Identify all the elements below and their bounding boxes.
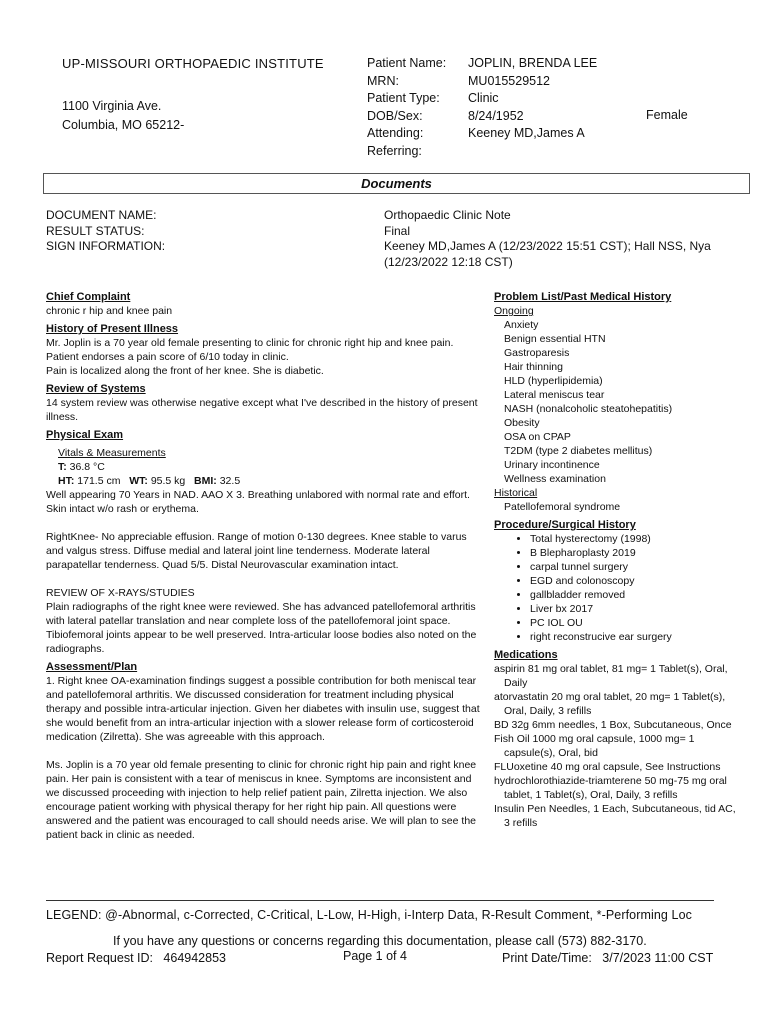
xray-heading: REVIEW OF X-RAYS/STUDIES xyxy=(46,587,195,599)
temp-value: 36.8 °C xyxy=(69,461,105,473)
assessment-plan-paragraph-1: 1. Right knee OA-examination findings suggest a possible contribution for both meniscal tear and patellofemoral arthritis. We discussed consideration for treatment including physical therapy and possible intra-articular injection. Given her diabetes with insulin use, suggest that she would benefit from an intra-articular injection with a slower release form of corticosteroid medication (Zilretta). She was agreeable with this approach. xyxy=(46,675,480,743)
address-line-2: Columbia, MO 65212- xyxy=(62,117,185,132)
bmi-label: BMI: xyxy=(194,475,217,487)
list-item: Patellofemoral syndrome xyxy=(504,501,621,513)
medications-heading: Medications xyxy=(494,649,558,661)
list-item: Anxiety xyxy=(504,319,539,331)
organization-address xyxy=(62,97,184,134)
patient-type-value: Clinic xyxy=(468,91,499,105)
list-item: Hair thinning xyxy=(504,361,563,373)
footer-divider xyxy=(46,900,714,901)
list-item: • EGD and colonoscopy xyxy=(530,574,744,588)
list-item: Obesity xyxy=(504,417,540,429)
list-item: Wellness examination xyxy=(504,473,606,485)
vitals-temperature xyxy=(46,460,486,474)
height-label: HT: xyxy=(58,475,75,487)
list-item: • Total hysterectomy (1998) xyxy=(530,532,744,546)
document-name-label: DOCUMENT NAME: xyxy=(46,208,157,222)
document-name-value: Orthopaedic Clinic Note xyxy=(384,208,511,222)
procedure-history-heading: Procedure/Surgical History xyxy=(494,519,636,531)
weight-label: WT: xyxy=(129,475,148,487)
medications-list xyxy=(494,662,744,830)
print-value: 3/7/2023 11:00 CST xyxy=(602,951,714,965)
bmi-value: 32.5 xyxy=(219,475,241,487)
list-item: HLD (hyperlipidemia) xyxy=(504,375,603,387)
xray-text: Plain radiographs of the right knee were reviewed. She has advanced patellofemoral arthritis with lateral patellar translation and near complete loss of the patellofemoral joint space. Tibiofemoral joints appear to be well preserved. Intra-articular loose bodies also noted on the radiographs. xyxy=(46,601,477,655)
list-item: BD 32g 6mm needles, 1 Box, Subcutaneous, Once xyxy=(494,719,732,731)
vitals-measurements xyxy=(46,474,486,488)
temp-label: T: xyxy=(58,461,67,473)
patient-info-values xyxy=(468,55,597,143)
print-label: Print Date/Time: xyxy=(502,951,592,965)
list-item: • carpal tunnel surgery xyxy=(530,560,744,574)
problem-list-heading: Problem List/Past Medical History xyxy=(494,291,672,303)
list-item: • Liver bx 2017 xyxy=(530,602,744,616)
attending-label: Attending: xyxy=(367,126,424,140)
clinical-note-left-column xyxy=(46,290,486,842)
pe-general-text: Well appearing 70 Years in NAD. AAO X 3. Breathing unlabored with normal rate and effort. Skin intact w/o rash or erythema. xyxy=(46,489,470,515)
list-item: aspirin 81 mg oral tablet, 81 mg= 1 Tablet(s), Oral, Daily xyxy=(494,663,728,689)
dob-sex-label: DOB/Sex: xyxy=(367,108,423,123)
report-id-label: Report Request ID: xyxy=(46,951,153,965)
document-meta-labels xyxy=(46,208,165,255)
sex-value: Female xyxy=(646,108,688,122)
vitals-heading: Vitals & Measurements xyxy=(58,447,166,459)
list-item: Lateral meniscus tear xyxy=(504,389,605,401)
historical-label: Historical xyxy=(494,487,538,499)
dob-value: 8/24/1952 xyxy=(468,108,524,123)
list-item: FLUoxetine 40 mg oral capsule, See Instructions xyxy=(494,761,721,773)
organization-name: UP-MISSOURI ORTHOPAEDIC INSTITUTE xyxy=(62,56,324,71)
mrn-value: MU015529512 xyxy=(468,73,551,88)
list-item: atorvastatin 20 mg oral tablet, 20 mg= 1 Tablet(s), Oral, Daily, 3 refills xyxy=(494,691,726,717)
list-item: Benign essential HTN xyxy=(504,333,606,345)
list-item: Urinary incontinence xyxy=(504,459,600,471)
chief-complaint-heading: Chief Complaint xyxy=(46,291,131,303)
report-request-id xyxy=(46,951,226,965)
list-item: NASH (nonalcoholic steatohepatitis) xyxy=(504,403,673,415)
patient-info-labels xyxy=(367,55,446,160)
result-status-label: RESULT STATUS: xyxy=(46,223,145,238)
assessment-plan-paragraph-2: Ms. Joplin is a 70 year old female presenting to clinic for chronic right hip pain and right knee pain. Her pain is consistent with a tear of meniscus in knee. Symptoms are inconsistent and we discussed proceeding with injection to help relief patient pain, Zilretta injection. We also encourage patient working with physical therapy for her right hip pain. All questions were answered and the patient was encouraged to call should needs arise. We will plan to see the patient back in clinic as needed. xyxy=(46,759,477,841)
referring-label: Referring: xyxy=(367,143,422,158)
document-meta-values xyxy=(384,208,724,270)
hpi-paragraph-1: Mr. Joplin is a 70 year old female presenting to clinic for chronic right hip and knee pain. Patient endorses a pain score of 6/10 today in clinic. xyxy=(46,337,454,363)
sign-info-value: Keeney MD,James A (12/23/2022 15:51 CST); Hall NSS, Nya (12/23/2022 12:18 CST) xyxy=(384,239,711,269)
list-item: OSA on CPAP xyxy=(504,431,571,443)
ongoing-problems-list xyxy=(494,318,744,486)
hpi-paragraph-2: Pain is localized along the front of her knee. She is diabetic. xyxy=(46,365,324,377)
contact-text: If you have any questions or concerns regarding this documentation, please call (573) 882-3170. xyxy=(113,934,647,948)
ros-heading: Review of Systems xyxy=(46,383,146,395)
procedure-list xyxy=(494,532,744,644)
list-item: • PC IOL OU xyxy=(530,616,744,630)
assessment-plan-heading: Assessment/Plan xyxy=(46,661,138,673)
physical-exam-heading: Physical Exam xyxy=(46,429,124,441)
list-item: T2DM (type 2 diabetes mellitus) xyxy=(504,445,653,457)
attending-value: Keeney MD,James A xyxy=(468,126,585,140)
address-line-1: 1100 Virginia Ave. xyxy=(62,99,162,113)
ongoing-label: Ongoing xyxy=(494,305,534,317)
documents-title: Documents xyxy=(43,173,750,194)
weight-value: 95.5 kg xyxy=(150,475,186,487)
hpi-heading: History of Present Illness xyxy=(46,323,179,335)
list-item: • right reconstrucive ear surgery xyxy=(530,630,744,644)
list-item: • gallbladder removed xyxy=(530,588,744,602)
list-item: • B Blepharoplasty 2019 xyxy=(530,546,744,560)
patient-type-label: Patient Type: xyxy=(367,91,440,105)
report-id-value: 464942853 xyxy=(163,951,226,965)
print-datetime xyxy=(502,951,713,965)
list-item: Gastroparesis xyxy=(504,347,570,359)
result-status-value: Final xyxy=(384,223,411,238)
pe-knee-text: RightKnee- No appreciable effusion. Range of motion 0-130 degrees. Knee stable to varus and valgus stress. Diffuse medial and lateral joint line tenderness. Moderate lateral parapatellar tenderness. Quad 5/5. Distal Neurovascular examination intact. xyxy=(46,531,467,571)
height-value: 171.5 cm xyxy=(77,475,121,487)
page-number: Page 1 of 4 xyxy=(343,949,407,963)
legend-text: LEGEND: @-Abnormal, c-Corrected, C-Critical, L-Low, H-High, i-Interp Data, R-Result Comment, *-Performing Loc xyxy=(46,908,692,922)
patient-name: JOPLIN, BRENDA LEE xyxy=(468,56,598,70)
clinical-note-right-column xyxy=(494,290,744,830)
sign-info-label: SIGN INFORMATION: xyxy=(46,239,166,253)
chief-complaint-text: chronic r hip and knee pain xyxy=(46,305,173,317)
list-item: Insulin Pen Needles, 1 Each, Subcutaneous, tid AC, 3 refills xyxy=(494,803,736,829)
patient-name-label: Patient Name: xyxy=(367,56,447,70)
mrn-label: MRN: xyxy=(367,73,399,88)
ros-text: 14 system review was otherwise negative except what I've described in the history of present illness. xyxy=(46,397,478,423)
list-item: Fish Oil 1000 mg oral capsule, 1000 mg= 1 capsule(s), Oral, bid xyxy=(494,733,695,759)
list-item: hydrochlorothiazide-triamterene 50 mg-75 mg oral tablet, 1 Tablet(s), Oral, Daily, 3 refills xyxy=(494,775,727,801)
